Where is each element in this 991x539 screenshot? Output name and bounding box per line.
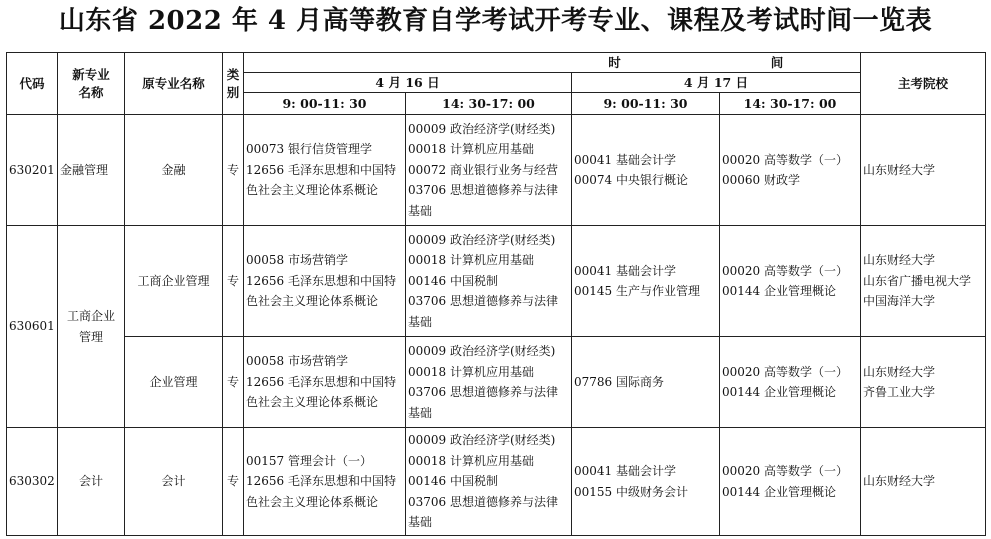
exam-schedule-table (6, 52, 986, 536)
category: 专 (223, 226, 244, 337)
courses-apr16-am: 00073 银行信贷管理学 12656 毛泽东思想和中国特 色社会主义理论体系概论 (244, 115, 406, 226)
new-major-name: 工商企业管理 (58, 226, 125, 428)
courses-apr16-am: 00058 市场营销学 12656 毛泽东思想和中国特 色社会主义理论体系概论 (244, 226, 406, 337)
old-major-name: 企业管理 (125, 337, 223, 428)
exam-schools: 山东财经大学 (861, 428, 986, 536)
header-slot-apr17-am: 9: 00-11: 30 (572, 93, 720, 115)
old-major-name: 金融 (125, 115, 223, 226)
table-row (7, 115, 986, 226)
courses-apr16-pm: 00009 政治经济学(财经类) 00018 计算机应用基础 03706 思想道德修养与法律 基础 (406, 337, 572, 428)
old-major-name: 会计 (125, 428, 223, 536)
courses-apr16-am: 00157 管理会计（一） 12656 毛泽东思想和中国特 色社会主义理论体系概论 (244, 428, 406, 536)
header-old-major: 原专业名称 (125, 53, 223, 115)
courses-apr17-pm: 00020 高等数学（一） 00144 企业管理概论 (720, 428, 861, 536)
exam-schools: 山东财经大学 齐鲁工业大学 (861, 337, 986, 428)
table-row (7, 337, 986, 428)
courses-apr17-am: 00041 基础会计学 00145 生产与作业管理 (572, 226, 720, 337)
major-code: 630302 (7, 428, 58, 536)
category: 专 (223, 337, 244, 428)
new-major-name: 会计 (58, 428, 125, 536)
exam-schools: 山东财经大学 (861, 115, 986, 226)
header-slot-apr16-pm: 14: 30-17: 00 (406, 93, 572, 115)
courses-apr17-am: 00041 基础会计学 00074 中央银行概论 (572, 115, 720, 226)
major-code: 630601 (7, 226, 58, 428)
courses-apr17-pm: 00020 高等数学（一） 00144 企业管理概论 (720, 226, 861, 337)
header-slot-apr17-pm: 14: 30-17: 00 (720, 93, 861, 115)
courses-apr17-pm: 00020 高等数学（一） 00060 财政学 (720, 115, 861, 226)
header-date-apr17: 4 月 17 日 (572, 73, 861, 93)
courses-apr17-am: 00041 基础会计学 00155 中级财务会计 (572, 428, 720, 536)
header-category: 类 别 (223, 53, 244, 115)
header-code: 代码 (7, 53, 58, 115)
courses-apr16-pm: 00009 政治经济学(财经类) 00018 计算机应用基础 00146 中国税制 03706 思想道德修养与法律 基础 (406, 226, 572, 337)
major-code: 630201 (7, 115, 58, 226)
new-major-name: 金融管理 (58, 115, 125, 226)
category: 专 (223, 115, 244, 226)
courses-apr16-pm: 00009 政治经济学(财经类) 00018 计算机应用基础 00146 中国税制 03706 思想道德修养与法律 基础 (406, 428, 572, 536)
header-time: 时 间 (244, 53, 861, 73)
header-date-apr16: 4 月 16 日 (244, 73, 572, 93)
old-major-name: 工商企业管理 (125, 226, 223, 337)
category: 专 (223, 428, 244, 536)
courses-apr16-am: 00058 市场营销学 12656 毛泽东思想和中国特 色社会主义理论体系概论 (244, 337, 406, 428)
header-school: 主考院校 (861, 53, 986, 115)
header-new-major: 新专业 名称 (58, 53, 125, 115)
courses-apr16-pm: 00009 政治经济学(财经类) 00018 计算机应用基础 00072 商业银行业务与经营 03706 思想道德修养与法律 基础 (406, 115, 572, 226)
exam-schools: 山东财经大学 山东省广播电视大学 中国海洋大学 (861, 226, 986, 337)
header-slot-apr16-am: 9: 00-11: 30 (244, 93, 406, 115)
table-row (7, 428, 986, 536)
courses-apr17-pm: 00020 高等数学（一） 00144 企业管理概论 (720, 337, 861, 428)
page-title: 山东省 2022 年 4 月高等教育自学考试开考专业、课程及考试时间一览表 (58, 6, 933, 36)
courses-apr17-am: 07786 国际商务 (572, 337, 720, 428)
table-row (7, 226, 986, 337)
